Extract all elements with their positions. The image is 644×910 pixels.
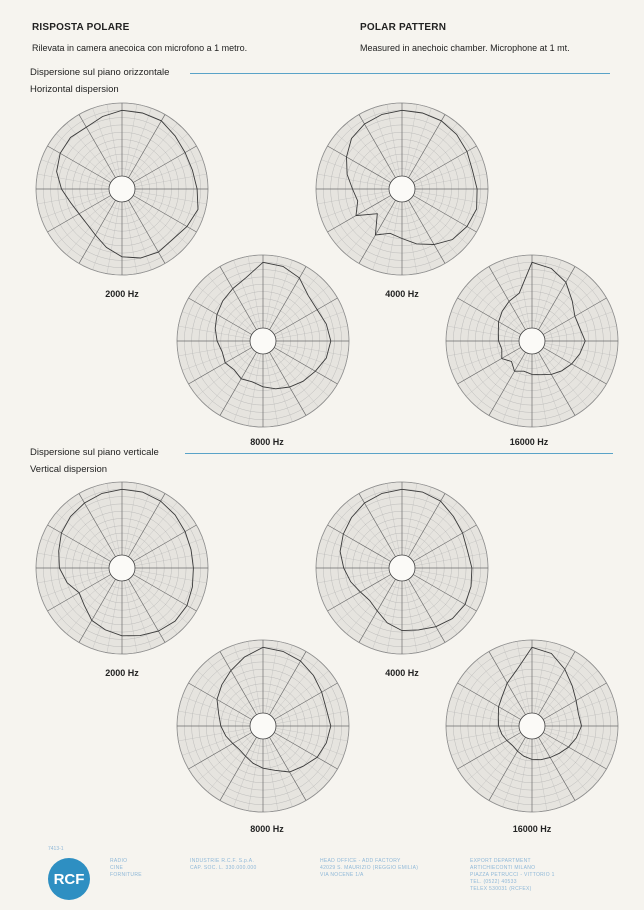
- freq-label-v-2000: 2000 Hz: [105, 668, 139, 678]
- polar-plot-svg: [173, 636, 353, 816]
- polar-plot-v-16000: [442, 636, 622, 816]
- freq-label-h-8000: 8000 Hz: [250, 437, 284, 447]
- freq-label-h-2000: 2000 Hz: [105, 289, 139, 299]
- section-vertical-rule: [185, 453, 613, 454]
- footer-col1-line: FORNITURE: [110, 872, 142, 878]
- footer-col2-line: INDUSTRIE R.C.F. S.p.A.: [190, 858, 255, 864]
- polar-plot-svg: [32, 478, 212, 658]
- polar-plot-h-16000: [442, 251, 622, 431]
- polar-plot-h-8000: [173, 251, 353, 431]
- section-horizontal-rule: [190, 73, 610, 74]
- section-vertical-label: Dispersione sul piano verticale: [30, 447, 159, 458]
- rcf-logo: RCF: [48, 858, 90, 900]
- plot-center: [250, 713, 276, 739]
- polar-plot-svg: [442, 251, 622, 431]
- freq-label-h-4000: 4000 Hz: [385, 289, 419, 299]
- plot-center: [389, 555, 415, 581]
- footer-col4-line: TELEX 530031 (RCFEX): [470, 886, 532, 892]
- polar-plot-svg: [442, 636, 622, 816]
- polar-plot-v-4000: [312, 478, 492, 658]
- footer-col4-line: EXPORT DEPARTMENT: [470, 858, 531, 864]
- subtitle-italian: Rilevata in camera anecoica con microfono a 1 metro.: [32, 43, 248, 53]
- plot-center: [109, 555, 135, 581]
- polar-plot-svg: [173, 251, 353, 431]
- catalog-code: 7413-1: [48, 846, 64, 852]
- footer-col3-line: 42029 S. MAURIZIO (REGGIO EMILIA): [320, 865, 419, 871]
- plot-center: [519, 328, 545, 354]
- polar-plot-svg: [312, 478, 492, 658]
- plot-center: [250, 328, 276, 354]
- footer-col-2: [190, 858, 257, 872]
- plot-center: [109, 176, 135, 202]
- freq-label-v-16000: 16000 Hz: [512, 824, 552, 834]
- polar-plot-v-2000: [32, 478, 212, 658]
- polar-plot-v-8000: [173, 636, 353, 816]
- plot-center: [519, 713, 545, 739]
- footer-col2-line: CAP. SOC. L. 330.000.000: [190, 865, 257, 871]
- footer-col3-line: HEAD OFFICE - ADD FACTORY: [320, 858, 401, 864]
- section-horizontal-label-en: Horizontal dispersion: [30, 84, 119, 95]
- freq-label-v-8000: 8000 Hz: [250, 824, 284, 834]
- freq-label-v-4000: 4000 Hz: [385, 668, 419, 678]
- freq-label-h-16000: 16000 Hz: [509, 437, 549, 447]
- subtitle-english: Measured in anechoic chamber. Microphone at 1 mt.: [360, 43, 570, 53]
- footer-col4-line: PIAZZA PETRUCCI - VITTORIO 1: [470, 872, 555, 878]
- footer-col1-line: CINE: [110, 865, 124, 871]
- title-italian: RISPOSTA POLARE: [32, 22, 130, 33]
- footer-col4-line: TEL. (0522) 40533: [470, 879, 517, 885]
- section-vertical-label-en: Vertical dispersion: [30, 464, 108, 475]
- title-english: POLAR PATTERN: [360, 22, 447, 33]
- section-horizontal-label: Dispersione sul piano orizzontale: [30, 67, 170, 78]
- footer-col-3: [320, 858, 418, 879]
- plot-center: [389, 176, 415, 202]
- footer-col-1: [110, 858, 142, 879]
- footer-col4-line: ARTICHIECONTI MILANO: [470, 865, 536, 871]
- footer-col1-line: RADIO: [110, 858, 128, 864]
- footer-col3-line: VIA NOCENE 1/A: [320, 872, 364, 878]
- footer-col-4: [470, 858, 555, 893]
